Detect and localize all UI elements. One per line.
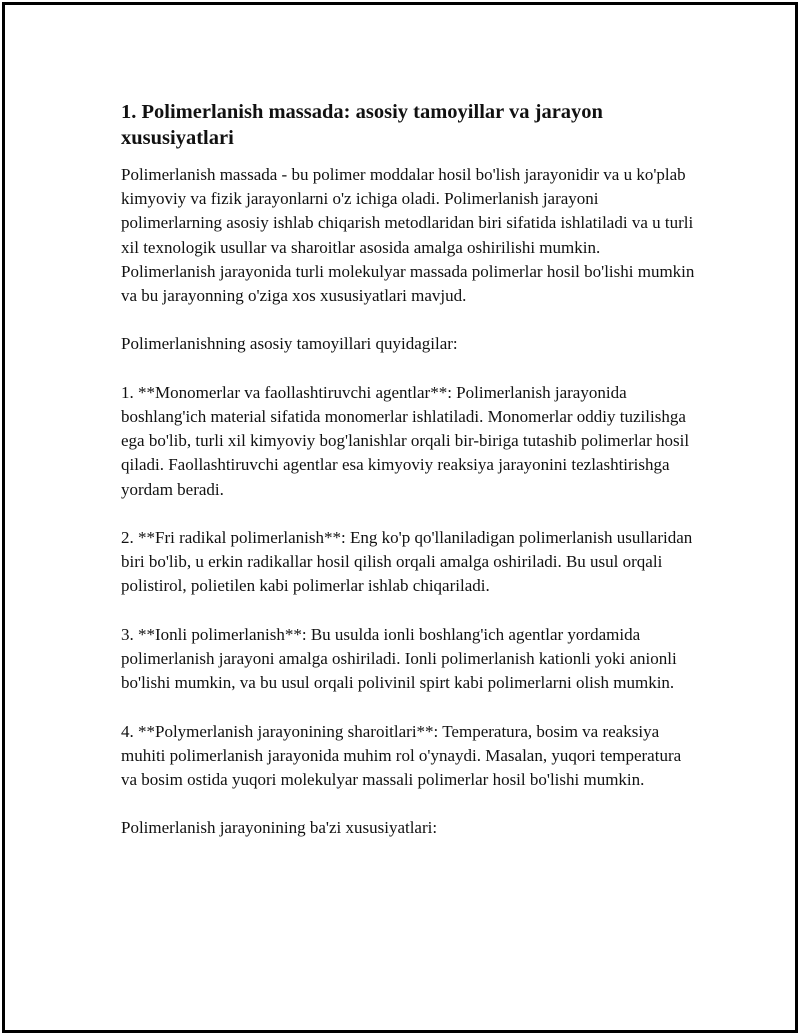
paragraph-principles-heading: Polimerlanishning asosiy tamoyillari quyidagilar: <box>121 334 458 354</box>
paragraph-features-heading: Polimerlanish jarayonining ba'zi xususiyatlari: <box>121 818 438 838</box>
page-frame <box>2 2 798 1033</box>
document-title: 1. Polimerlanish massada: asosiy tamoyillar va jarayon xususiyatlari <box>121 101 603 149</box>
list-item-free-radical: 2. **Fri radikal polimerlanish**: Eng ko'p qo'llaniladigan polimerlanish usullaridan biri bo'lib, u erkin radikallar hosil qilish orqali amalga oshiriladi. Bu usul orqali polistirol, polietilen kabi polimerlar ishlab chiqariladi. <box>121 528 693 596</box>
list-item-monomers: 1. **Monomerlar va faollashtiruvchi agentlar**: Polimerlanish jarayonida boshlang'ich material sifatida monomerlar ishlatiladi. Monomerlar oddiy tuzilishga ega bo'lib, turli xil kimyoviy bog'lanishlar orqali bir-biriga tutashib polimerlar hosil qiladi. Faollashtiruvchi agentlar esa kimyoviy reaksiya jarayonini tezlashtirishga yordam beradi. <box>121 382 690 499</box>
document-body <box>121 99 697 865</box>
list-item-conditions: 4. **Polymerlanish jarayonining sharoitlari**: Temperatura, bosim va reaksiya muhiti polimerlanish jarayonida muhim rol o'ynaydi. Masalan, yuqori temperatura va bosim ostida yuqori molekulyar massali polimerlar hosil bo'lishi mumkin. <box>121 721 682 789</box>
list-item-ionic: 3. **Ionli polimerlanish**: Bu usulda ionli boshlang'ich agentlar yordamida polimerlanish jarayoni amalga oshiriladi. Ionli polimerlanish kationli yoki anionli bo'lishi mumkin, va bu usul orqali polivinil spirt kabi polimerlarni olish mumkin. <box>121 624 677 693</box>
paragraph-intro: Polimerlanish massada - bu polimer moddalar hosil bo'lish jarayonidir va u ko'plab kimyoviy va fizik jarayonlarni o'z ichiga oladi. Polimerlanish jarayoni polimerlarning asosiy ishlab chiqarish metodlaridan biri sifatida ishlatiladi va u turli xil texnologik usullar va sharoitlar asosida amalga oshirilishi mumkin. Polimerlanish jarayonida turli molekulyar massada polimerlar hosil bo'lishi mumkin va bu jarayonning o'ziga xos xususiyatlari mavjud. <box>121 165 695 306</box>
